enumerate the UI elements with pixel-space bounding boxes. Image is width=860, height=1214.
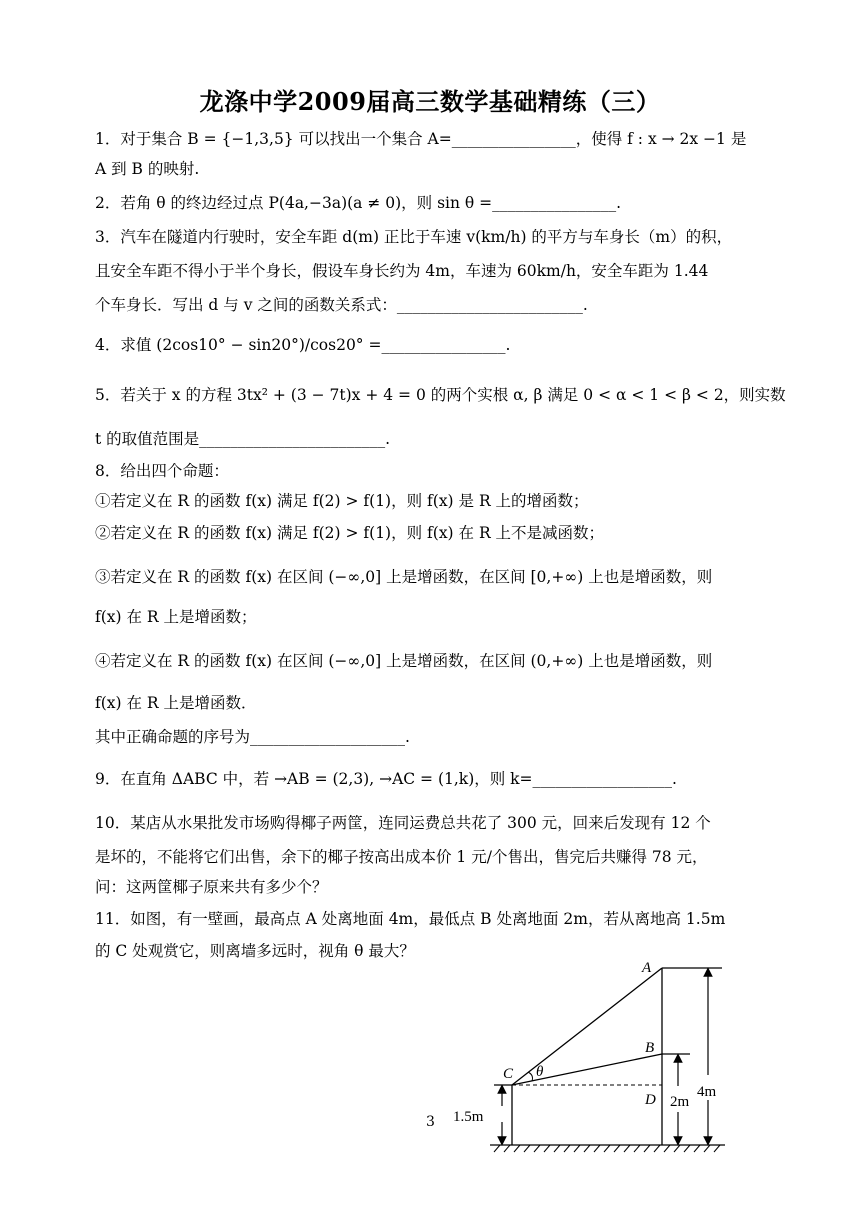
- text-line: 个车身长．写出 d 与 v 之间的函数关系式：________________________.: [95, 296, 588, 314]
- text-line: ①若定义在 R 的函数 f(x) 满足 f(2) > f(1)，则 f(x) 是 R 上的增函数；: [95, 492, 589, 510]
- text-line: 10．某店从水果批发市场购得椰子两筐，连同运费总共花了 300 元，回来后发现有 12 个: [95, 814, 711, 832]
- sight-line-ca: [512, 968, 662, 1085]
- page-number: 3: [426, 1114, 435, 1130]
- text-line: 3．汽车在隧道内行驶时，安全车距 d(m) 正比于车速 v(km/h) 的平方与车身长（m）的积，: [95, 228, 733, 246]
- text-line: 是坏的，不能将它们出售，余下的椰子按高出成本价 1 元/个售出，售完后共赚得 78 元，: [95, 848, 708, 866]
- label-d: D: [645, 1092, 656, 1108]
- label-theta: θ: [536, 1064, 544, 1080]
- text-line: 1．对于集合 B = {−1,3,5} 可以找出一个集合 A=________________，使得 f : x → 2x −1 是: [95, 130, 747, 148]
- text-line: 2．若角 θ 的终边经过点 P(4a,−3a)(a ≠ 0)，则 sin θ =________________.: [95, 194, 622, 212]
- text-line: 其中正确命题的序号为____________________.: [95, 728, 410, 746]
- label-2m: 2m: [670, 1094, 690, 1110]
- label-4m: 4m: [697, 1084, 717, 1100]
- page-title: 龙涤中学2009届高三数学基础精练（三）: [199, 87, 661, 116]
- label-1-5m: 1.5m: [453, 1109, 484, 1125]
- text-line: f(x) 在 R 上是增函数．: [95, 694, 257, 712]
- angle-arc: [528, 1072, 533, 1081]
- text-line: t 的取值范围是________________________.: [95, 430, 391, 448]
- text-line: 9．在直角 ΔABC 中，若 →AB = (2,3), →AC = (1,k)，则 k=__________________.: [95, 770, 677, 788]
- text-line: ④若定义在 R 的函数 f(x) 在区间 (−∞,0] 上是增函数，在区间 (0,+∞) 上也是增函数，则: [95, 652, 713, 670]
- text-line: 问：这两筐椰子原来共有多少个？: [95, 878, 328, 896]
- text-line: 5．若关于 x 的方程 3tx² + (3 − 7t)x + 4 = 0 的两个实根 α, β 满足 0 < α < 1 < β < 2，则实数: [95, 386, 786, 404]
- text-line: 且安全车距不得小于半个身长，假设车身长约为 4m，车速为 60km/h，安全车距为 1.44: [95, 262, 709, 280]
- sight-line-cb: [512, 1054, 662, 1085]
- text-line: 的 C 处观赏它，则离墙多远时，视角 θ 最大？: [95, 942, 415, 960]
- text-line: 8．给出四个命题：: [95, 462, 229, 480]
- text-line: 4．求值 (2cos10° − sin20°)/cos20° =________________.: [95, 336, 511, 354]
- label-c: C: [503, 1066, 514, 1082]
- ground-hatching: [494, 1145, 720, 1152]
- text-line: A 到 B 的映射.: [95, 160, 200, 178]
- label-b: B: [645, 1040, 655, 1056]
- label-a: A: [642, 960, 652, 976]
- text-line: f(x) 在 R 上是增函数；: [95, 608, 257, 626]
- text-line: ②若定义在 R 的函数 f(x) 满足 f(2) > f(1)，则 f(x) 在 R 上不是减函数；: [95, 524, 605, 542]
- text-line: ③若定义在 R 的函数 f(x) 在区间 (−∞,0] 上是增函数，在区间 [0,+∞) 上也是增函数，则: [95, 568, 713, 586]
- text-line: 11．如图，有一壁画，最高点 A 处离地面 4m，最低点 B 处离地面 2m，若从离地高 1.5m: [95, 910, 726, 928]
